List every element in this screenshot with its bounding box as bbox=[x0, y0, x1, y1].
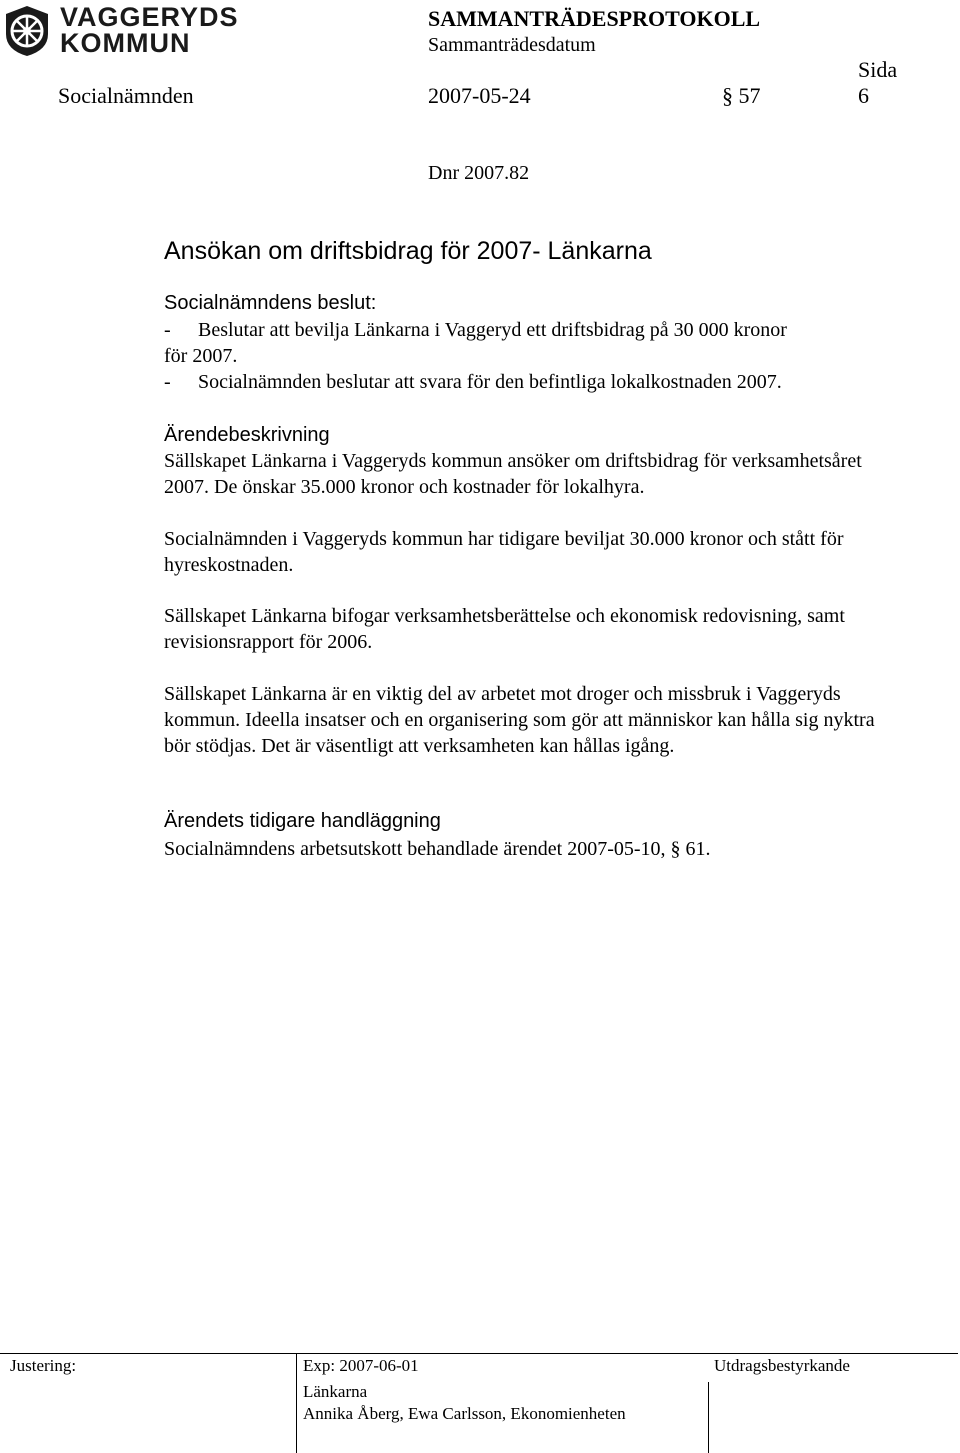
utdragsbestyrkande-label: Utdragsbestyrkande bbox=[714, 1356, 850, 1375]
footer-column-divider bbox=[296, 1353, 297, 1453]
footer-divider bbox=[0, 1353, 958, 1354]
committee-name: Socialnämnden bbox=[58, 83, 194, 108]
page-number: 6 bbox=[858, 83, 869, 108]
history-text: Socialnämndens arbetsutskott behandlade ärendet 2007-05-10, § 61. bbox=[164, 838, 711, 860]
footer-column-divider bbox=[708, 1382, 709, 1453]
recipient: Länkarna bbox=[303, 1382, 368, 1401]
document-type: SAMMANTRÄDESPROTOKOLL bbox=[428, 6, 761, 31]
decision-item bbox=[164, 369, 884, 395]
description-paragraph: Sällskapet Länkarna är en viktig del av arbetet mot droger och missbruk i Vaggeryds kommun. Ideella insatser och en organisering som gör att människor kan hålla sig nyktra bör stödjas. Det är väsentligt att verksamheten kan hållas igång. bbox=[164, 683, 875, 757]
paragraph-number: § 57 bbox=[722, 83, 761, 108]
decision-continuation: för 2007. bbox=[164, 345, 238, 367]
vaggeryd-emblem-icon bbox=[2, 4, 52, 58]
description-paragraph: Sällskapet Länkarna i Vaggeryds kommun ansöker om driftsbidrag för verksamhetsåret 2007. De önskar 35.000 kronor och kostnader för lokalhyra. bbox=[164, 450, 862, 498]
decision-dash: - bbox=[164, 371, 171, 393]
logo-wordmark-line2: KOMMUN bbox=[60, 28, 191, 58]
decision-text: Socialnämnden beslutar att svara för den befintliga lokalkostnaden 2007. bbox=[198, 371, 782, 393]
description-paragraph: Sällskapet Länkarna bifogar verksamhetsberättelse och ekonomisk redovisning, samt revisionsrapport för 2006. bbox=[164, 605, 845, 653]
diary-number: Dnr 2007.82 bbox=[428, 162, 530, 184]
decision-heading: Socialnämndens beslut: bbox=[164, 292, 377, 314]
decision-text: Beslutar att bevilja Länkarna i Vaggeryd ett driftsbidrag på 30 000 kronor bbox=[198, 319, 787, 341]
justering-label: Justering: bbox=[10, 1356, 77, 1375]
logo-wordmark-line1: VAGGERYDS bbox=[60, 2, 239, 32]
description-paragraph: Socialnämnden i Vaggeryds kommun har tidigare beviljat 30.000 kronor och stått för hyreskostnaden. bbox=[164, 528, 844, 576]
recipient: Annika Åberg, Ewa Carlsson, Ekonomienheten bbox=[303, 1404, 626, 1423]
history-heading: Ärendets tidigare handläggning bbox=[164, 810, 441, 832]
page-title: Ansökan om driftsbidrag för 2007- Länkarna bbox=[164, 237, 652, 265]
expedition-date: Exp: 2007-06-01 bbox=[303, 1356, 419, 1375]
decision-item bbox=[164, 317, 884, 369]
decision-dash: - bbox=[164, 319, 171, 341]
page-label: Sida bbox=[858, 57, 898, 82]
description-heading: Ärendebeskrivning bbox=[164, 424, 330, 446]
meeting-date: 2007-05-24 bbox=[428, 83, 531, 108]
date-label: Sammanträdesdatum bbox=[428, 34, 596, 56]
